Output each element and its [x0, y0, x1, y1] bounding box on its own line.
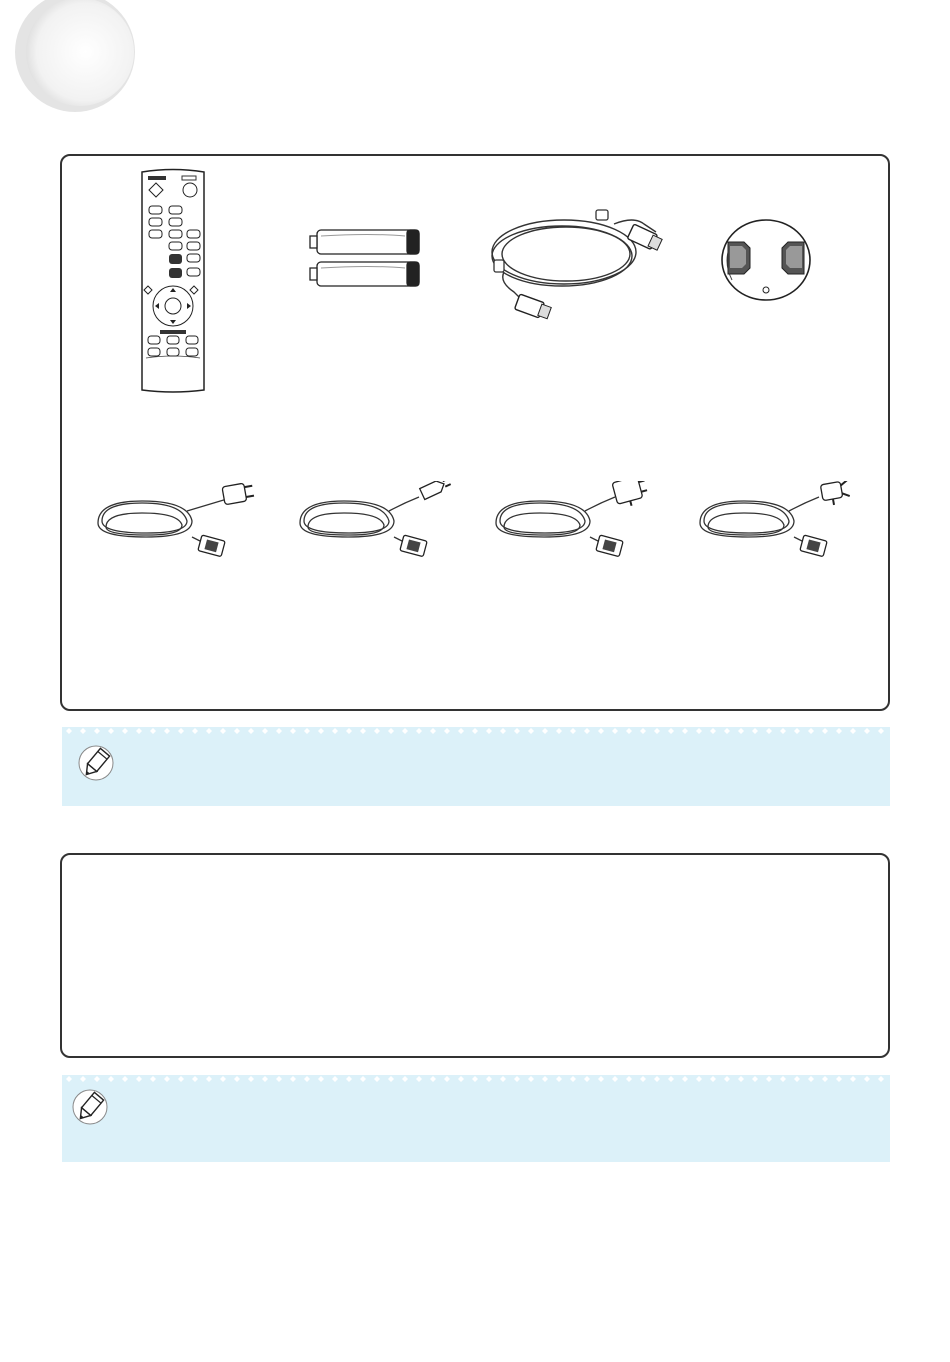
pencil-icon	[70, 1087, 110, 1127]
note-box	[62, 727, 890, 806]
remote-control-icon	[138, 168, 208, 394]
pencil-icon	[76, 743, 116, 783]
batteries-icon	[307, 224, 427, 294]
dotted-border	[62, 1075, 890, 1085]
power-cord-au-icon	[694, 481, 864, 561]
note-box	[62, 1075, 890, 1162]
optional-accessories-box	[60, 853, 890, 1058]
power-cord-eu-icon	[294, 481, 464, 561]
power-cord-us-icon	[92, 481, 262, 561]
corner-circle-icon	[0, 0, 150, 120]
dotted-border	[62, 727, 890, 737]
accessories-box	[60, 154, 890, 711]
lens-cap-icon	[718, 216, 814, 304]
rgb-cable-icon	[484, 194, 674, 334]
power-cord-uk-icon	[490, 481, 660, 561]
